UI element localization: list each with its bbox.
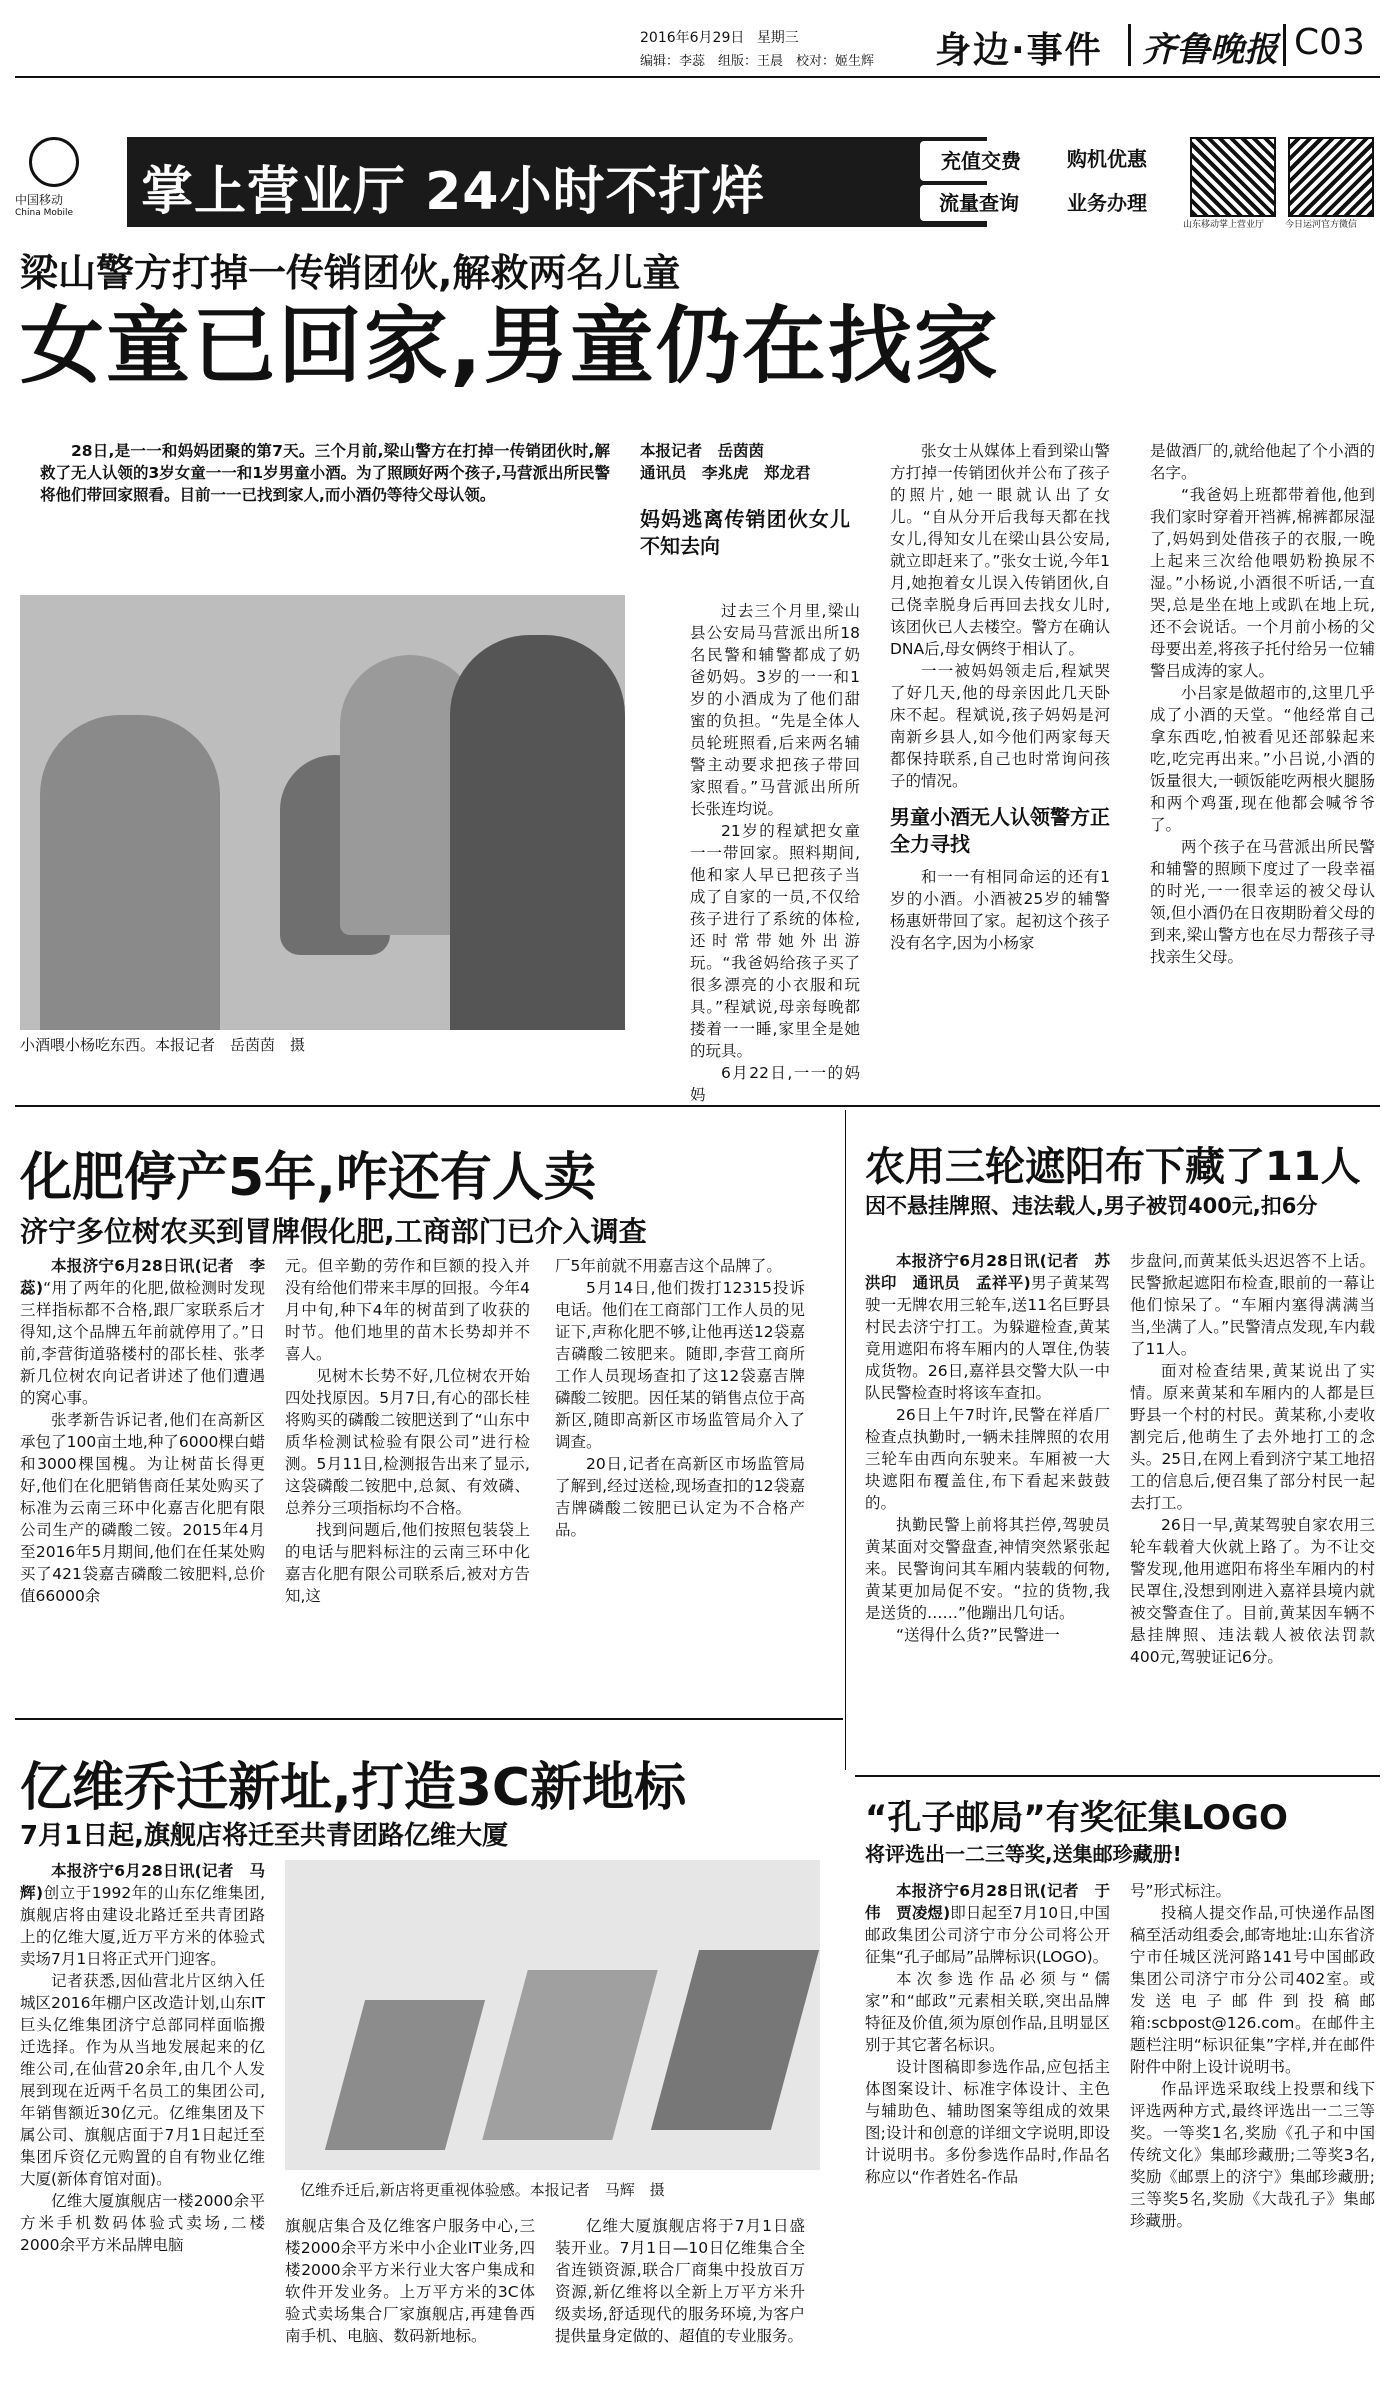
section-rule-1 bbox=[15, 1105, 1380, 1107]
story5-col1 bbox=[865, 1880, 1110, 2188]
logo-mark-icon bbox=[29, 137, 79, 187]
story4-photo-caption: 亿维乔迁后,新店将更重视体验感。本报记者 马辉 摄 bbox=[300, 2181, 665, 2199]
china-mobile-logo bbox=[15, 137, 125, 229]
paragraph: 两个孩子在马营派出所民警和辅警的照顾下度过了一段幸福的时光,一一很幸运的被父母认领,但小酒仍在日夜期盼着父母的到来,梁山警方也在尽力帮孩子寻找亲生父母。 bbox=[1150, 838, 1375, 966]
paragraph: 作品评选采取线上投票和线下评选两种方式,最终评选出一二三等奖。一等奖1名,奖励《孔子和中国传统文化》集邮珍藏册;二等奖3名,奖励《邮票上的济宁》集邮珍藏册;三等奖5名,奖励《大哉孔子》集邮珍藏册。 bbox=[1130, 2080, 1375, 2230]
story2-col3 bbox=[555, 1255, 805, 1541]
story2-headline: 化肥停产5年,咋还有人卖 bbox=[20, 1148, 596, 1208]
story1-sub2: 男童小酒无人认领警方正全力寻找 bbox=[890, 805, 1110, 856]
byline: 本报济宁6月28日讯(记者 于伟 贾凌煜) bbox=[865, 1882, 1110, 1922]
paragraph: 执勤民警上前将其拦停,驾驶员黄某面对交警盘查,神情突然紧张起来。民警询问其车厢内装载的何物,黄某更加局促不安。“拉的货物,我是送货的……”他蹦出几句话。 bbox=[865, 1516, 1110, 1622]
ad-banner bbox=[15, 133, 1380, 233]
story1-byline-block bbox=[640, 440, 850, 568]
paragraph: 男子黄某驾驶一无牌农用三轮车,送11名巨野县村民去济宁打工。为躲避检查,黄某竟用遮阳布将车厢内的人罩住,伪装成货物。26日,嘉祥县交警大队一中队民警检查时将该车查扣。 bbox=[865, 1274, 1110, 1402]
ad-slogan: 掌上营业厅 24小时不打烊 bbox=[141, 162, 765, 222]
story1-headline: 女童已回家,男童仍在找家 bbox=[20, 297, 1000, 395]
ad-button-grid bbox=[920, 141, 1180, 225]
paragraph: “用了两年的化肥,做检测时发现三样指标都不合格,跟厂家联系后才得知,这个品牌五年前就停用了。”日前,李营街道骆楼村的邵长桂、张孝新几位树农向记者讲述了他们遭遇的窝心事。 bbox=[20, 1279, 265, 1407]
paragraph: 5月14日,他们拨打12315投诉电话。他们在工商部门工作人员的见证下,声称化肥不够,让他再送12袋嘉吉磷酸二铵肥来。随即,李营工商所工作人员现场查扣了这12袋嘉吉牌磷酸二铵肥。因任某的销售点位于高新区,随即高新区市场监管局介入了调查。 bbox=[555, 1279, 805, 1451]
qr1-caption: 山东移动掌上营业厅 bbox=[1183, 220, 1265, 230]
paragraph: “送得什么货?”民警进一 bbox=[896, 1626, 1060, 1644]
logo-text: 中国移动 bbox=[15, 193, 64, 207]
paragraph: 6月22日,一一的妈妈 bbox=[690, 1064, 860, 1104]
story5-col2 bbox=[1130, 1880, 1375, 2232]
byline: 本报济宁6月28日讯(记者 苏洪印 通讯员 孟祥平) bbox=[865, 1252, 1110, 1292]
paragraph: 旗舰店集合及亿维客户服务中心,三楼2000余平方米中小企业IT业务,四楼2000余平方米行业大客户集成和软件开发业务。上万平方米的3C体验式卖场集合厂家旗舰店,再建鲁西南手机、电脑、数码新地标。 bbox=[285, 2217, 535, 2345]
qr-code-1[interactable] bbox=[1190, 137, 1276, 217]
story5-byline bbox=[865, 1880, 1110, 1968]
qr-code-2[interactable] bbox=[1288, 137, 1374, 217]
story1-sub1: 妈妈逃离传销团伙女儿不知去向 bbox=[640, 507, 850, 558]
story2-deck: 济宁多位树农买到冒牌假化肥,工商部门已介入调查 bbox=[20, 1215, 647, 1248]
story4-col2 bbox=[285, 2215, 535, 2347]
ad-button-services[interactable]: 业务办理 bbox=[1048, 185, 1166, 221]
photo-phone-3 bbox=[651, 1950, 819, 2130]
paragraph: 步盘问,而黄某低头迟迟答不上话。民警掀起遮阳布检查,眼前的一幕让他们惊呆了。“车厢内塞得满满当当,坐满了人。”民警清点发现,车内载了11人。 bbox=[1130, 1252, 1375, 1358]
story4-headline: 亿维乔迁新址,打造3C新地标 bbox=[20, 1758, 687, 1818]
story3-deck: 因不悬挂牌照、违法载人,男子被罚400元,扣6分 bbox=[865, 1194, 1318, 1218]
staff-line: 编辑：李蕊 组版：王晨 校对：姬生辉 bbox=[640, 54, 875, 69]
divider-bar bbox=[1128, 24, 1131, 66]
vertical-divider bbox=[845, 1110, 846, 1770]
story1-col2 bbox=[890, 440, 1110, 954]
story5-headline: “孔子邮局”有奖征集LOGO bbox=[865, 1798, 1288, 1838]
photo-figure-officer bbox=[450, 635, 625, 1030]
qr2-caption: 今日运河官方微信 bbox=[1285, 220, 1358, 230]
section-rule-3 bbox=[855, 1775, 1380, 1777]
paragraph: 张女士从媒体上看到梁山警方打掉一传销团伙并公布了孩子的照片,她一眼就认出了女儿。“自从分开后我每天都在找女儿,得知女儿在梁山县公安局,就立即赶来了。”张女士说,今年1月,她抱着女儿误入传销团伙,自己侥幸脱身后再回去找女儿时,该团伙已人去楼空。警方在确认DNA后,母女俩终于相认了。 bbox=[890, 442, 1110, 658]
brand-logo: 齐鲁晚报 bbox=[1142, 30, 1278, 70]
paragraph: 20日,记者在高新区市场监管局了解到,经过送检,现场查扣的12袋嘉吉牌磷酸二铵肥已认定为不合格产品。 bbox=[555, 1455, 805, 1539]
story1-kicker: 梁山警方打掉一传销团伙,解救两名儿童 bbox=[20, 251, 681, 295]
masthead-date-line bbox=[640, 27, 799, 47]
paragraph: 亿维大厦旗舰店将于7月1日盛装开业。7月1日—10日亿维集合全省连锁资源,联合厂商集中投放百万资源,新亿维将以全新上万平方米升级卖场,舒适现代的服务环境,为客户提供量身定做的、超值的专业服务。 bbox=[555, 2217, 805, 2345]
story2-col1 bbox=[20, 1255, 265, 1607]
photo-figure-left bbox=[40, 715, 220, 1030]
paragraph: 面对检查结果,黄某说出了实情。原来黄某和车厢内的人都是巨野县一个村的村民。黄某称,小麦收割完后,他萌生了去外地打工的念头。25日,在网上看到济宁某工地招工的信息后,便召集了部分村民一起去打工。 bbox=[1130, 1362, 1375, 1512]
paragraph: 张孝新告诉记者,他们在高新区承包了100亩土地,种了6000棵白蜡和3000棵国槐。为让树苗长得更好,他们在化肥销售商任某处购买了标准为云南三环中化嘉吉化肥有限公司生产的磷酸二铵。2015年4月至2016年5月期间,他们在任某处购买了421袋嘉吉磷酸二铵肥料,总价值66000余 bbox=[20, 1411, 265, 1605]
paragraph: 投稿人提交作品,可快递作品图稿至活动组委会,邮寄地址:山东省济宁市任城区洸河路141号中国邮政集团公司济宁市分公司402室。或发送电子邮件到投稿邮箱:scbpost@126.com。在邮件主题栏注明“标识征集”字样,并在邮件附件中附上设计说明书。 bbox=[1130, 1904, 1375, 2076]
paragraph: 见树木长势不好,几位树农开始四处找原因。5月7日,有心的邵长桂将购买的磷酸二铵肥送到了“山东中质华检测试检验有限公司”进行检测。5月11日,检测报告出来了显示,这袋磷酸二铵肥中,总氮、有效磷、总养分三项指标均不合格。 bbox=[285, 1367, 530, 1517]
paragraph: 26日一早,黄某驾驶自家农用三轮车载着大伙就上路了。为不让交警发现,他用遮阳布将坐车厢内的村民罩住,没想到刚进入嘉祥县境内就被交警查住了。目前,黄某因车辆不悬挂牌照、违法载人被依法罚款400元,驾驶证记6分。 bbox=[1130, 1516, 1375, 1666]
paragraph: 过去三个月里,梁山县公安局马营派出所18名民警和辅警都成了奶爸奶妈。3岁的一一和1岁的小酒成为了他们甜蜜的负担。“先是全体人员轮班照看,后来两名辅警主动要求把孩子带回家照看。”马营派出所所长张连均说。 bbox=[690, 602, 860, 818]
paragraph: 找到问题后,他们按照包装袋上的电话与肥料标注的云南三环中化嘉吉化肥有限公司联系后,被对方告知,这 bbox=[285, 1521, 530, 1605]
story5-deck: 将评选出一二三等奖,送集邮珍藏册! bbox=[865, 1842, 1182, 1866]
story4-deck: 7月1日起,旗舰店将迁至共青团路亿维大厦 bbox=[20, 1821, 509, 1851]
masthead-rule bbox=[15, 76, 1380, 78]
divider-bar-2 bbox=[1283, 24, 1286, 66]
logo-subtext: China Mobile bbox=[15, 208, 74, 218]
story4-col1 bbox=[20, 1860, 265, 2256]
story3-col1 bbox=[865, 1250, 1110, 1646]
story4-col3 bbox=[555, 2215, 805, 2347]
paragraph: 设计图稿即参选作品,应包括主体图案设计、标准字体设计、主色与辅助色、辅助图案等组成的效果图;设计和创意的详细文字说明,即设计说明书。多份参选作品时,作品名称应以“作者姓名-作品 bbox=[865, 2058, 1110, 2186]
paragraph: 亿维大厦旗舰店一楼2000余平方米手机数码体验式卖场,二楼2000余平方米品牌电脑 bbox=[20, 2192, 265, 2254]
paragraph: 本次参选作品必须与“儒家”和“邮政”元素相关联,突出品牌特征及价值,须为原创作品,且明显区别于其它著名标识。 bbox=[865, 1970, 1110, 2054]
paragraph: 记者获悉,因仙营北片区纳入任城区2016年棚户区改造计划,山东IT巨头亿维集团济宁总部同样面临搬迁选择。作为从当地发展起来的亿维公司,在仙营20余年,由几个人发展到现在近两千名员工的集团公司,年销售额近30亿元。亿维集团及下属公司、旗舰店面于7月1日起迁至集团斥资亿元购置的自有物业亿维大厦(新体育馆对面)。 bbox=[20, 1972, 265, 2188]
story1-col1 bbox=[690, 600, 860, 1106]
paragraph: 厂5年前就不用嘉吉这个品牌了。 bbox=[555, 1257, 782, 1275]
ad-button-phone-deals[interactable]: 购机优惠 bbox=[1048, 141, 1166, 177]
story3-byline bbox=[865, 1250, 1110, 1404]
byline: 本报济宁6月28日讯(记者 李蕊) bbox=[20, 1257, 265, 1297]
story2-col2 bbox=[285, 1255, 530, 1607]
date: 2016年6月29日 bbox=[640, 30, 745, 46]
story4-photo bbox=[285, 1860, 820, 2170]
section-title: 身边·事件 bbox=[935, 30, 1103, 71]
story1-byline2: 通讯员 李兆虎 郑龙君 bbox=[640, 464, 811, 482]
photo-phone-1 bbox=[325, 2000, 485, 2150]
story1-byline1: 本报记者 岳茵茵 bbox=[640, 442, 765, 460]
story1-photo bbox=[20, 595, 625, 1030]
paragraph: 26日上午7时许,民警在祥盾厂检查点执勤时,一辆未挂牌照的农用三轮车由西向东驶来。车厢被一大块遮阳布覆盖住,布下看起来鼓鼓的。 bbox=[865, 1406, 1110, 1512]
story2-byline bbox=[20, 1255, 265, 1409]
paragraph: 创立于1992年的山东亿维集团,旗舰店将由建设北路迁至共青团路上的亿维大厦,近万平方米的体验式卖场7月1日将正式开门迎客。 bbox=[20, 1884, 265, 1968]
paragraph: 是做酒厂的,就给他起了个小酒的名字。 bbox=[1150, 442, 1375, 482]
story1-photo-caption: 小酒喂小杨吃东西。本报记者 岳茵茵 摄 bbox=[20, 1036, 306, 1054]
paragraph: 21岁的程斌把女童一一带回家。照料期间,他和家人早已把孩子当成了自家的一员,不仅给孩子进行了系统的体检,还时常带她外出游玩。“我爸妈给孩子买了很多漂亮的小衣服和玩具。”程斌说,母亲每晚都搂着一一睡,家里全是她的玩具。 bbox=[690, 822, 860, 1060]
ad-button-data-query[interactable]: 流量查询 bbox=[920, 185, 1038, 221]
weekday: 星期三 bbox=[756, 30, 799, 46]
section-rule-2 bbox=[15, 1718, 843, 1720]
page-number: C03 bbox=[1294, 22, 1365, 63]
paragraph: 和一一有相同命运的还有1岁的小酒。小酒被25岁的辅警杨惠妍带回了家。起初这个孩子没有名字,因为小杨家 bbox=[890, 868, 1110, 952]
lead-text: 28日,是一一和妈妈团聚的第7天。三个月前,梁山警方在打掉一传销团伙时,解救了无人认领的3岁女童一一和1岁男童小酒。为了照顾好两个孩子,马营派出所民警将他们带回家照看。目前一一已找到家人,而小酒仍等待父母认领。 bbox=[40, 442, 610, 504]
story3-headline: 农用三轮遮阳布下藏了11人 bbox=[865, 1144, 1361, 1190]
story4-byline bbox=[20, 1860, 265, 1970]
paragraph: 即日起至7月10日,中国邮政集团公司济宁市分公司将公开征集“孔子邮局”品牌标识(LOGO)。 bbox=[865, 1904, 1110, 1966]
paragraph: 小吕家是做超市的,这里几乎成了小酒的天堂。“他经常自己拿东西吃,怕被看见还部躲起来吃,吃完再出来。”小吕说,小酒的饭量很大,一顿饭能吃两根火腿肠和两个鸡蛋,现在他都会喊爷爷了。 bbox=[1150, 684, 1375, 834]
paragraph: 号”形式标注。 bbox=[1130, 1882, 1232, 1900]
ad-button-recharge[interactable]: 充值交费 bbox=[920, 141, 1042, 181]
story1-lead bbox=[40, 440, 610, 506]
paragraph: 一一被妈妈领走后,程斌哭了好几天,他的母亲因此几天卧床不起。程斌说,孩子妈妈是河南新乡县人,如今他们两家每天都保持联系,自己也时常询问孩子的情况。 bbox=[890, 662, 1110, 790]
story3-col2 bbox=[1130, 1250, 1375, 1668]
paragraph: “我爸妈上班都带着他,他到我们家时穿着开裆裤,棉裤都尿湿了,妈妈到处借孩子的衣服,一晚上起来三次给他喂奶粉换尿不湿。”小杨说,小酒很不听话,一直哭,总是坐在地上或趴在地上玩,还不会说话。一个月前小杨的父母要出差,将孩子托付给另一位辅警吕成涛的家人。 bbox=[1150, 486, 1375, 680]
byline: 本报济宁6月28日讯(记者 马辉) bbox=[20, 1862, 265, 1902]
photo-phone-2 bbox=[482, 1970, 658, 2140]
paragraph: 元。但辛勤的劳作和巨额的投入并没有给他们带来丰厚的回报。今年4月中旬,种下4年的树苗到了收获的时节。他们地里的苗木长势却并不喜人。 bbox=[285, 1257, 530, 1363]
ad-slogan-box bbox=[127, 137, 987, 227]
story1-col3 bbox=[1150, 440, 1375, 968]
